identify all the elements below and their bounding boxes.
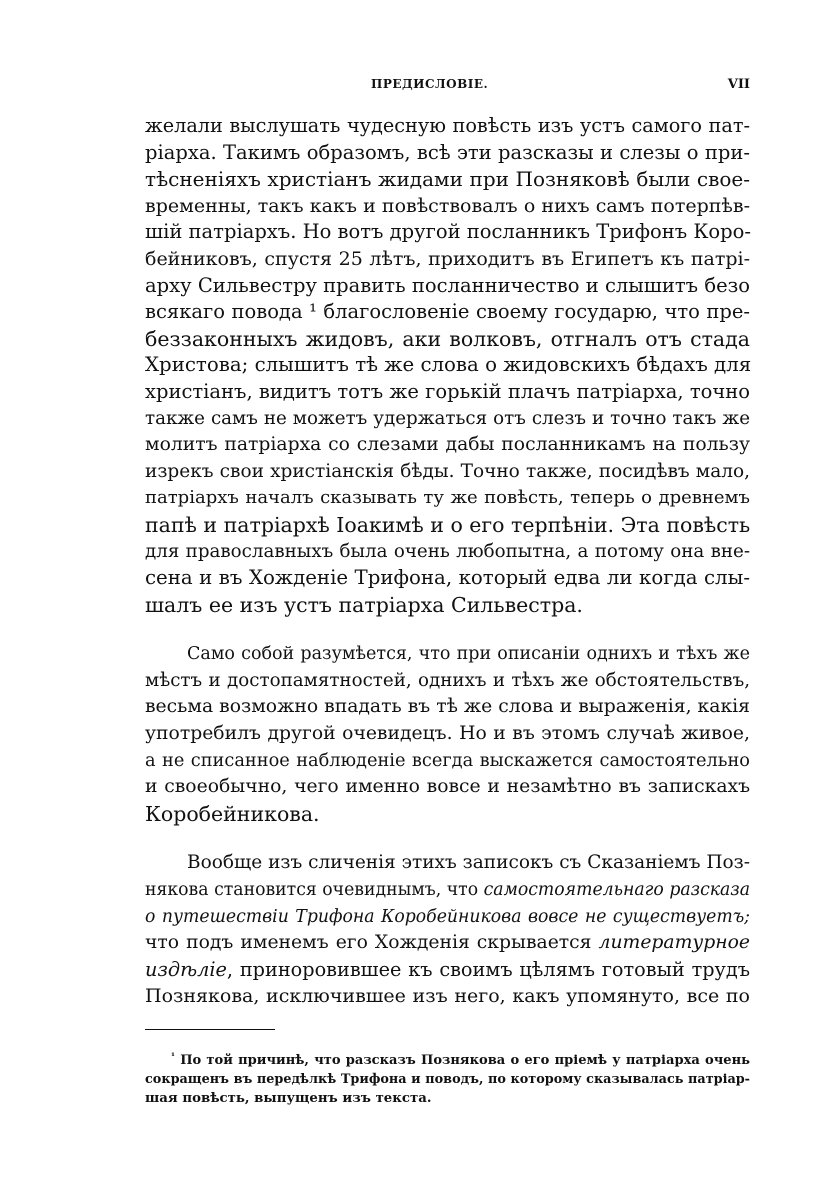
text-line: беззаконныхъ жидовъ, аки волковъ, отгналъ отъ стада bbox=[145, 326, 750, 351]
footnote-marker: ¹ bbox=[171, 1052, 175, 1062]
text-line: изрекъ свои христіанскія бѣды. Точно также, посидѣвъ мало, bbox=[145, 460, 750, 482]
page-number: VII bbox=[727, 77, 750, 92]
text-line: бейниковъ, спустя 25 лѣтъ, приходитъ въ Египетъ къ патрі- bbox=[145, 247, 750, 270]
footnote-rule bbox=[145, 1029, 275, 1030]
text-line: а не списанное наблюденіе всегда выскажется самостоятельно bbox=[145, 750, 750, 771]
text-line: тѣсненіяхъ христіанъ жидами при Позняковѣ были свое- bbox=[145, 167, 750, 192]
text-line: шалъ ее изъ устъ патріарха Сильвестра. bbox=[145, 592, 583, 617]
text-line-italic: о путешествіи Трифона Коробейникова вовсе не существуетъ; bbox=[145, 906, 750, 927]
footnote-line: шая повѣсть, выпущенъ изъ текста. bbox=[145, 1091, 432, 1106]
paragraph-gap bbox=[145, 827, 750, 850]
text-line: Вообще изъ сличенія этихъ записокъ съ Сказаніемъ Поз- bbox=[187, 852, 750, 874]
text-run: , приноровившее къ своимъ цѣлямъ готовый трудъ bbox=[226, 957, 750, 981]
text-line: молитъ патріарха со слезами дабы посланникамъ на пользу bbox=[145, 434, 750, 456]
text-line: весьма возможно впадать въ тѣ же слова и выраженія, какія bbox=[145, 696, 750, 718]
italic-text: издѣліе bbox=[145, 957, 227, 981]
footnote-text: По той причинѣ, что разсказъ Познякова о его пріемѣ у патріарха очень bbox=[180, 1053, 750, 1068]
text-line: также самъ не можетъ удержаться отъ слезъ и точно такъ же bbox=[145, 407, 750, 429]
text-line bbox=[145, 877, 750, 904]
text-line bbox=[145, 930, 750, 957]
text-line: желали выслушать чудесную повѣсть изъ устъ самого пат- bbox=[145, 114, 750, 137]
footnote-line: сокращенъ въ передѣлкѣ Трифона и поводъ, по которому сказывалась патріар- bbox=[145, 1072, 750, 1087]
footnote bbox=[145, 1051, 750, 1108]
body-text bbox=[145, 113, 750, 1010]
text-line: христіанъ, видитъ тотъ же горькій плачъ патріарха, точно bbox=[145, 379, 750, 403]
text-line bbox=[145, 957, 750, 984]
text-line: Познякова, исключившее изъ него, какъ упомянуто, все по bbox=[145, 985, 750, 1008]
text-line: арху Сильвестру править посланничество и слышитъ безо bbox=[145, 273, 750, 297]
text-line: сена и въ Хожденіе Трифона, который едва ли когда слы- bbox=[145, 566, 750, 590]
running-head bbox=[145, 77, 750, 97]
paragraph-gap bbox=[145, 618, 750, 641]
text-line: патріархъ началъ сказывать ту же повѣсть, теперь о древнемъ bbox=[145, 487, 750, 509]
text-line: Само собой разумѣется, что при описаніи однихъ и тѣхъ же bbox=[187, 644, 750, 665]
text-line: мѣстъ и достопамятностей, однихъ и тѣхъ же обстоятельствъ, bbox=[145, 669, 750, 691]
italic-text: самостоятельнаго разсказа bbox=[483, 880, 751, 901]
text-line: шій патріархъ. Но вотъ другой посланникъ Трифонъ Коро- bbox=[145, 220, 751, 244]
text-line: всякаго повода ¹ благословеніе своему государю, что пре- bbox=[145, 300, 750, 324]
text-run: някова становится очевиднымъ, что bbox=[145, 880, 479, 901]
text-line: временны, такъ какъ и повѣствовалъ о нихъ самъ потерпѣв- bbox=[145, 194, 750, 217]
text-line: и своеобычно, чего именно вовсе и незамѣтно въ запискахъ bbox=[145, 776, 750, 798]
text-line: Коробейникова. bbox=[145, 801, 320, 826]
text-line: употребилъ другой очевидецъ. Но и въ этомъ случаѣ живое, bbox=[145, 723, 750, 745]
italic-text: литературное bbox=[598, 932, 750, 954]
footnote-line bbox=[145, 1051, 750, 1070]
text-run: что подъ именемъ его Хожденія скрывается bbox=[145, 932, 592, 954]
text-line: папѣ и патріархѣ Іоакимѣ и о его терпѣніи. Эта повѣсть bbox=[145, 512, 751, 537]
running-head-title: ПРЕДИСЛОВІЕ. bbox=[371, 77, 489, 91]
text-line: Христова; слышитъ тѣ же слова о жидовскихъ бѣдахъ для bbox=[145, 353, 752, 377]
text-line: ріарха. Такимъ образомъ, всѣ эти разсказы и слезы о при- bbox=[145, 140, 750, 164]
text-line: для православныхъ была очень любопытна, а потому она вне- bbox=[145, 540, 750, 562]
